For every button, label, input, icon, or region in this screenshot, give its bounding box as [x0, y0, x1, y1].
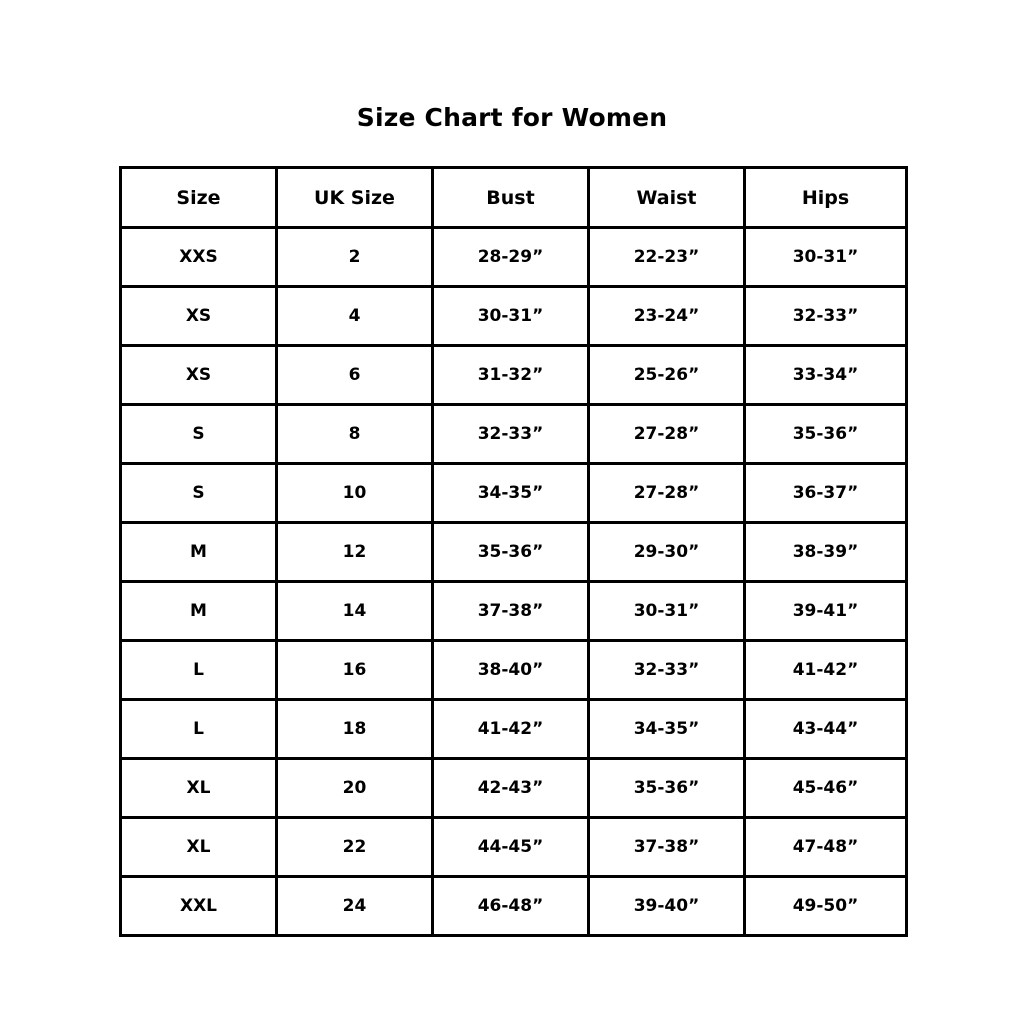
cell-size: XL	[121, 818, 277, 877]
cell-waist: 27-28”	[589, 464, 745, 523]
cell-bust: 30-31”	[433, 287, 589, 346]
cell-size: S	[121, 464, 277, 523]
page-title: Size Chart for Women	[356, 103, 668, 132]
cell-size: M	[121, 582, 277, 641]
cell-size: L	[121, 700, 277, 759]
cell-hips: 49-50”	[745, 877, 907, 936]
table-row	[121, 346, 907, 405]
cell-size: XL	[121, 759, 277, 818]
table-body	[121, 228, 907, 936]
cell-bust: 32-33”	[433, 405, 589, 464]
table-row	[121, 464, 907, 523]
cell-bust: 46-48”	[433, 877, 589, 936]
table-row	[121, 641, 907, 700]
column-header-bust: Bust	[433, 168, 589, 228]
cell-bust: 38-40”	[433, 641, 589, 700]
cell-size: XS	[121, 346, 277, 405]
cell-bust: 35-36”	[433, 523, 589, 582]
cell-uk-size: 18	[277, 700, 433, 759]
table-row	[121, 523, 907, 582]
cell-hips: 41-42”	[745, 641, 907, 700]
table-row	[121, 700, 907, 759]
cell-hips: 38-39”	[745, 523, 907, 582]
cell-uk-size: 24	[277, 877, 433, 936]
cell-hips: 43-44”	[745, 700, 907, 759]
cell-bust: 44-45”	[433, 818, 589, 877]
cell-bust: 42-43”	[433, 759, 589, 818]
table-header-row	[121, 168, 907, 228]
table-row	[121, 582, 907, 641]
cell-waist: 23-24”	[589, 287, 745, 346]
cell-hips: 36-37”	[745, 464, 907, 523]
table-row	[121, 818, 907, 877]
cell-waist: 35-36”	[589, 759, 745, 818]
size-chart-table-wrapper	[119, 166, 905, 937]
cell-waist: 32-33”	[589, 641, 745, 700]
table-row	[121, 405, 907, 464]
cell-size: S	[121, 405, 277, 464]
cell-waist: 34-35”	[589, 700, 745, 759]
cell-size: M	[121, 523, 277, 582]
cell-waist: 22-23”	[589, 228, 745, 287]
cell-uk-size: 14	[277, 582, 433, 641]
column-header-size: Size	[121, 168, 277, 228]
table-row	[121, 228, 907, 287]
column-header-hips: Hips	[745, 168, 907, 228]
cell-uk-size: 6	[277, 346, 433, 405]
cell-uk-size: 16	[277, 641, 433, 700]
cell-bust: 28-29”	[433, 228, 589, 287]
cell-hips: 47-48”	[745, 818, 907, 877]
cell-uk-size: 22	[277, 818, 433, 877]
column-header-waist: Waist	[589, 168, 745, 228]
cell-hips: 30-31”	[745, 228, 907, 287]
cell-size: L	[121, 641, 277, 700]
cell-waist: 30-31”	[589, 582, 745, 641]
cell-uk-size: 12	[277, 523, 433, 582]
cell-bust: 37-38”	[433, 582, 589, 641]
cell-waist: 39-40”	[589, 877, 745, 936]
table-row	[121, 759, 907, 818]
cell-uk-size: 10	[277, 464, 433, 523]
cell-uk-size: 2	[277, 228, 433, 287]
cell-hips: 33-34”	[745, 346, 907, 405]
table-row	[121, 877, 907, 936]
cell-bust: 41-42”	[433, 700, 589, 759]
cell-hips: 45-46”	[745, 759, 907, 818]
size-chart-table	[119, 166, 908, 937]
cell-size: XXL	[121, 877, 277, 936]
cell-size: XXS	[121, 228, 277, 287]
cell-uk-size: 4	[277, 287, 433, 346]
cell-bust: 34-35”	[433, 464, 589, 523]
cell-hips: 39-41”	[745, 582, 907, 641]
cell-size: XS	[121, 287, 277, 346]
cell-waist: 29-30”	[589, 523, 745, 582]
table-row	[121, 287, 907, 346]
cell-hips: 32-33”	[745, 287, 907, 346]
cell-waist: 37-38”	[589, 818, 745, 877]
cell-uk-size: 8	[277, 405, 433, 464]
cell-bust: 31-32”	[433, 346, 589, 405]
column-header-uk-size: UK Size	[277, 168, 433, 228]
cell-waist: 27-28”	[589, 405, 745, 464]
cell-waist: 25-26”	[589, 346, 745, 405]
cell-hips: 35-36”	[745, 405, 907, 464]
table-header	[121, 168, 907, 228]
cell-uk-size: 20	[277, 759, 433, 818]
